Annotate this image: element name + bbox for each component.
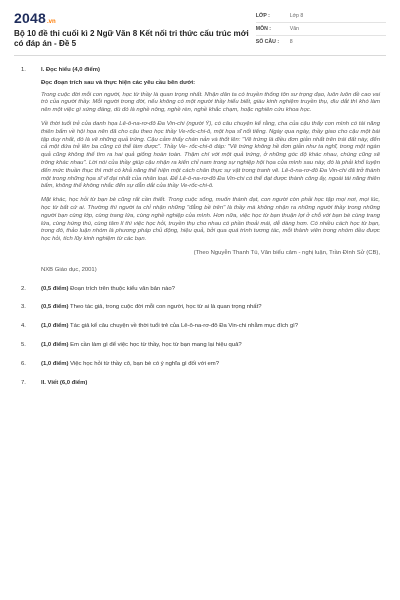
reading-passage	[41, 92, 380, 244]
question-number: 6.	[21, 360, 26, 367]
question-body	[35, 304, 386, 312]
meta-row-count	[256, 36, 386, 48]
question-number: 7.	[21, 379, 26, 386]
meta-table	[256, 10, 386, 48]
logo-suffix: .vn	[46, 19, 56, 25]
question-item	[14, 286, 386, 294]
question-body	[35, 342, 386, 350]
question-item	[14, 361, 386, 369]
question-points: (1,0 điểm)	[41, 341, 69, 348]
document-title: Bộ 10 đề thi cuối kì 2 Ngữ Văn 8 Kết nối tri thức cấu trúc mới có đáp án - Đề 5	[14, 29, 249, 48]
question-number: 4.	[21, 323, 26, 330]
meta-key: SỐ CÂU :	[255, 39, 280, 45]
site-logo[interactable]	[14, 10, 56, 26]
section-heading-writing: II. Viết (6,0 điểm)	[41, 379, 88, 386]
meta-key: MÔN :	[255, 26, 272, 32]
question-number: 3.	[21, 304, 26, 311]
document-content	[14, 67, 386, 387]
question-text: Theo tác giả, trong cuộc đời mỗi con người, học từ ai là quan trọng nhất?	[68, 304, 262, 311]
meta-key: LỚP :	[255, 13, 270, 19]
logo-number: 2048	[14, 10, 46, 26]
passage-source: (Theo Nguyễn Thanh Tú, Văn biểu cảm - nghị luận, Trần Đình Sử (CB),	[193, 249, 380, 256]
meta-value: 8	[289, 39, 293, 45]
question-item	[14, 342, 386, 350]
question-item	[14, 304, 386, 312]
question-item	[14, 67, 386, 75]
passage-paragraph: Trong cuộc đời mỗi con người, học từ thầy là quan trọng nhất. Nhận dân ta có truyền thống tôn sư trọng đạo, luôn luôn đề cao vai trò của người thầy. Mỗi người trong đời, nếu không có một người thầy hiểu biết, giàu kinh nghiệm truyền thụ, dìu dắt thì khó làm nên một việc gì xứng đáng, dù đó là nghề nông, nghề rèn, nghề khắc chạm, hoặc nghiên cứu khoa học.	[41, 91, 380, 114]
question-body	[35, 323, 386, 331]
question-points: (1,0 điểm)	[41, 360, 69, 367]
question-body	[35, 286, 386, 294]
meta-row-class	[256, 10, 386, 23]
question-points: (1,0 điểm)	[41, 323, 69, 330]
question-body	[35, 361, 386, 369]
question-item	[14, 380, 386, 388]
section-heading-reading: I. Đọc hiểu (4,0 điểm)	[41, 67, 100, 73]
question-text: Em cần làm gì để việc học từ thầy, học từ bạn mang lại hiệu quả?	[68, 341, 242, 348]
question-item	[14, 323, 386, 331]
meta-row-subject	[256, 23, 386, 36]
reading-instruction: Đọc đoạn trích sau và thực hiện các yêu cầu bên dưới:	[41, 79, 196, 86]
passage-paragraph: Về thời tuổi trẻ của danh họa Lê-ô-na-rơ-đô Đa Vin-chi (người Ý), có câu chuyện kể rằng, cha của cậu thấy con mình có tài năng thiên bẩm về hội họa nên đã cho cậu theo học thầy Ve-rốc-chi-ô, một họa sĩ nổi tiếng. Ngày qua ngày, thầy giao cho cậu một bài tập duy nhất, đó là vẽ những quả trứng. Cậu cảm thấy chán nản và thốt lên: "Vẽ trứng là điều đơn giản nhất trên trái đất này, đến cả một đứa trẻ lên ba cũng có thể làm được". Thầy Ve- rốc-chi-ô đáp: "Vẽ trứng không hề đơn giản như ta nghĩ, trong một ngàn quả cũng không thể tìm ra hai quả giống hoàn toàn. Thậm chí với một quả trứng, ở những góc độ khác nhau, chúng cũng sẽ trông khác nhau". Lời nói của thầy giúp cậu nhận ra kiến chỉ nam trong sự nghiệp hội họa của mình sau này, đó là phải khổ luyện đến mức thuần thục thì mới có khả năng thể hiện một cách chân thực sự vật trong tranh vẽ. Lê-ô-na-rơ-đô Đa Vin-chi đã trở thành một trong những họa sĩ vĩ đại nhất của nhân loại. Để Lê-ô-na-rơ-đô Đa Vin-chi có thể đạt được thành công ấy, ngoài tài năng thiên bẩm, không thể không nhắc đến sự dẫn dắt của thầy Ve-rốc-chi-ô.	[41, 120, 380, 190]
question-points: (0,5 điểm)	[41, 285, 69, 292]
question-points: (0,5 điểm)	[41, 304, 69, 311]
passage-publisher: NXB Giáo dục, 2001)	[41, 266, 97, 273]
question-number: 5.	[21, 341, 26, 348]
question-number: 1.	[21, 67, 26, 73]
header-left	[14, 10, 256, 49]
question-text: Tác giả kể câu chuyện về thời tuổi trẻ của Lê-ô-na-rơ-đô Đa Vin-chi nhằm mục đích gì?	[68, 323, 299, 330]
document-header	[14, 10, 386, 56]
question-number: 2.	[21, 285, 26, 292]
meta-value: Lớp 8	[289, 13, 304, 19]
question-text: Đoạn trích trên thuộc kiểu văn bản nào?	[68, 285, 175, 292]
question-text: Việc học hỏi từ thầy cô, bạn bè có ý nghĩa gì đối với em?	[68, 360, 219, 367]
meta-value: Văn	[289, 26, 299, 32]
passage-paragraph: Mặt khác, học hỏi từ bạn bè cũng rất cần thiết. Trong cuộc sống, muốn thành đạt, con người còn phải học tập mọi nơi, mọi lúc, học từ bất cứ ai. Thường thì người ta chỉ nhận những "đẳng bề trên" là thầy mà không nhận ra những người thầy trong những người bạn cùng lớp, cùng trang lứa, cùng nghề nghiệp của mình. Hơn nữa, việc học từ bạn thuận lợi ở chỗ với bạn bè cùng trang lứa, cùng hứng thú, cùng tâm lí thì việc học hỏi, truyền thụ cho nhau có phần thoải mái, dễ dàng hơn. Có nhiều cách học từ bạn, trong đó, thảo luận nhóm là phương pháp chủ động, hiệu quả, bởi qua quá trình tương tác, mỗi thành viên trong nhóm đều được học hỏi, tích lũy kinh nghiệm từ các bạn.	[41, 197, 380, 243]
